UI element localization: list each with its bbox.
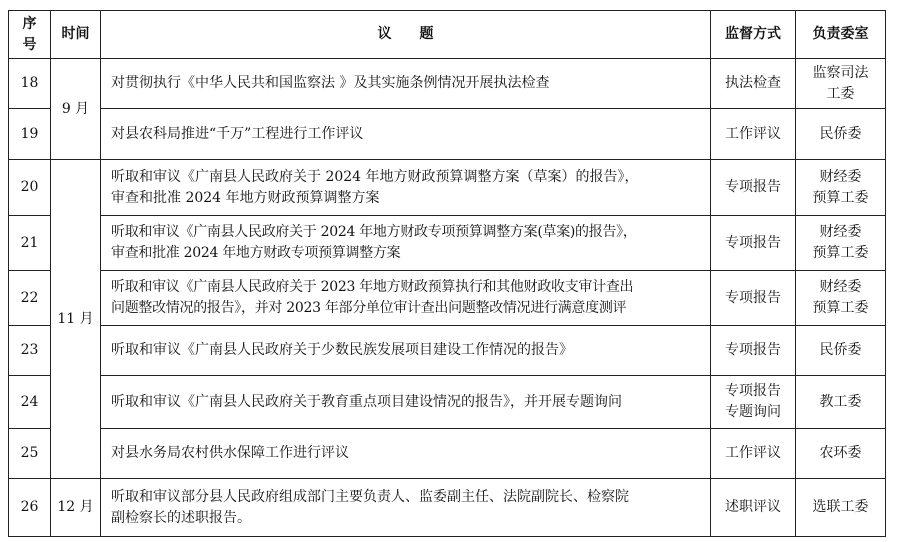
header-topic: 议 题 — [101, 11, 711, 59]
row-topic — [101, 160, 711, 216]
dept-line: 预算工委 — [812, 189, 869, 206]
row-dept: 选联工委 — [796, 479, 886, 537]
table-row — [9, 271, 886, 326]
row-topic — [101, 479, 711, 537]
month-cell-nov: 11 月 — [51, 160, 101, 479]
topic-line: 听取和审议《广南县人民政府关于 2024 年地方财政专项预算调整方案(草案)的报告》， — [111, 224, 637, 240]
header-number — [9, 11, 51, 59]
row-dept — [796, 160, 886, 216]
table-row — [9, 216, 886, 271]
header-time: 时间 — [51, 11, 101, 59]
dept-line: 财经委 — [819, 168, 862, 185]
row-dept: 农环委 — [796, 429, 886, 479]
row-number: 22 — [9, 271, 51, 326]
dept-line: 监察司法 — [812, 64, 869, 81]
table-row — [9, 59, 886, 109]
row-number: 18 — [9, 59, 51, 109]
topic-line: 问题整改情况的报告》，并对 2023 年部分单位审计查出问题整改情况进行满意度测评 — [111, 300, 627, 316]
dept-line: 工委 — [826, 85, 855, 102]
table-row — [9, 479, 886, 537]
month-cell-dec: 12 月 — [51, 479, 101, 537]
month-cell-sep: 9 月 — [51, 59, 101, 160]
row-number: 21 — [9, 216, 51, 271]
topic-line: 听取和审议《广南县人民政府关于教育重点项目建设情况的报告》，并开展专题询问 — [111, 393, 622, 410]
row-dept: 民侨委 — [796, 326, 886, 376]
header-method: 监督方式 — [711, 11, 796, 59]
row-number: 26 — [9, 479, 51, 537]
topic-line: 听取和审议《广南县人民政府关于少数民族发展项目建设工作情况的报告》 — [111, 342, 573, 358]
row-dept: 教工委 — [796, 376, 886, 429]
agenda-table — [8, 10, 886, 537]
row-dept — [796, 59, 886, 109]
table-row — [9, 429, 886, 479]
row-method: 专项报告 — [711, 326, 796, 376]
header-number-line2: 号 — [22, 36, 37, 53]
header-number-line1: 序 — [22, 15, 37, 32]
row-topic — [101, 376, 711, 429]
method-line: 专题询问 — [725, 404, 781, 420]
row-topic — [101, 429, 711, 479]
row-topic — [101, 271, 711, 326]
topic-line: 听取和审议部分县人民政府组成部门主要负责人、监委副主任、法院副院长、检察院 — [111, 488, 629, 505]
row-topic — [101, 109, 711, 160]
row-method: 述职评议 — [711, 479, 796, 537]
row-number: 20 — [9, 160, 51, 216]
row-method: 工作评议 — [711, 429, 796, 479]
topic-line: 对县水务局农村供水保障工作进行评议 — [111, 445, 349, 461]
row-method: 专项报告 — [711, 160, 796, 216]
dept-line: 财经委 — [819, 279, 862, 295]
table-row — [9, 326, 886, 376]
row-method — [711, 376, 796, 429]
row-method: 工作评议 — [711, 109, 796, 160]
row-dept — [796, 271, 886, 326]
header-row — [9, 11, 886, 59]
topic-line: 对县农科局推进“千万”工程进行工作评议 — [111, 125, 364, 142]
topic-line: 听取和审议《广南县人民政府关于 2023 年地方财政预算执行和其他财政收支审计查出 — [111, 279, 634, 295]
row-number: 25 — [9, 429, 51, 479]
header-dept: 负责委室 — [796, 11, 886, 59]
row-method: 专项报告 — [711, 216, 796, 271]
row-topic — [101, 326, 711, 376]
row-dept — [796, 216, 886, 271]
row-number: 23 — [9, 326, 51, 376]
row-method: 执法检查 — [711, 59, 796, 109]
table-row — [9, 109, 886, 160]
table-row — [9, 376, 886, 429]
topic-line: 对贯彻执行《中华人民共和国监察法 》及其实施条例情况开展执法检查 — [111, 75, 550, 91]
row-method: 专项报告 — [711, 271, 796, 326]
topic-line: 副检察长的述职报告。 — [111, 509, 251, 526]
row-number: 19 — [9, 109, 51, 160]
row-number: 24 — [9, 376, 51, 429]
row-topic — [101, 59, 711, 109]
topic-line: 审查和批准 2024 年地方财政预算调整方案 — [111, 189, 380, 206]
row-dept: 民侨委 — [796, 109, 886, 160]
dept-line: 预算工委 — [812, 245, 869, 261]
topic-line: 听取和审议《广南县人民政府关于 2024 年地方财政预算调整方案（草案）的报告》， — [111, 168, 639, 185]
topic-line: 审查和批准 2024 年地方财政专项预算调整方案 — [111, 245, 401, 261]
row-topic — [101, 216, 711, 271]
table-row — [9, 160, 886, 216]
method-line: 专项报告 — [725, 383, 781, 399]
dept-line: 预算工委 — [812, 300, 869, 316]
dept-line: 财经委 — [819, 224, 862, 240]
